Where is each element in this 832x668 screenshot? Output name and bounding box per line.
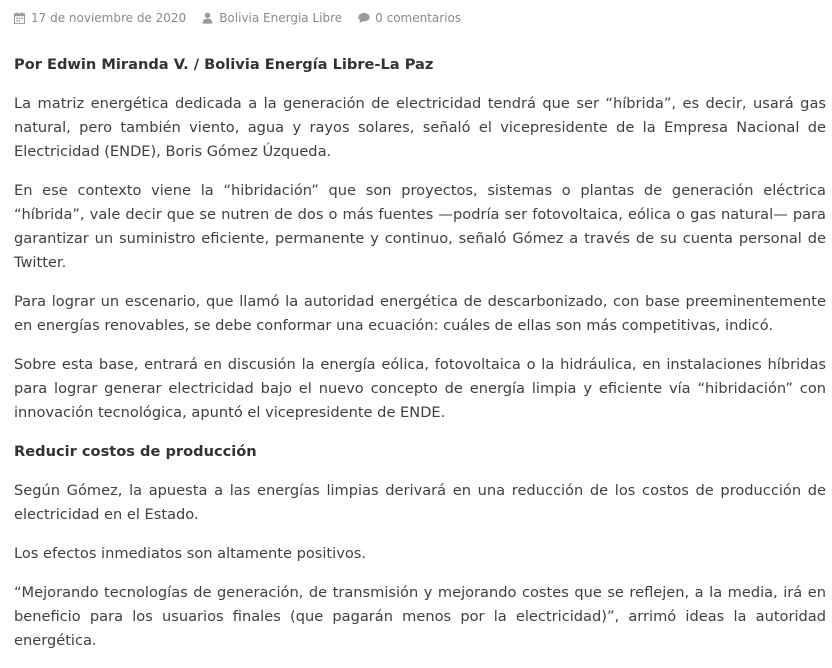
article-paragraph: Según Gómez, la apuesta a las energías limpias derivará en una reducción de los costos de producción de electricidad en el Estado.: [14, 482, 826, 523]
article-paragraph: Los efectos inmediatos son altamente positivos.: [14, 545, 367, 562]
post-comments[interactable]: [358, 11, 461, 25]
post-comments-text: 0 comentarios: [375, 11, 462, 25]
user-icon: [202, 12, 214, 24]
article-byline: Por Edwin Miranda V. / Bolivia Energía Libre-La Paz: [14, 56, 434, 73]
article-paragraph: Para lograr un escenario, que llamó la autoridad energética de descarbonizado, con base preeminentemente en energías renovables, se debe conformar una ecuación: cuáles de ellas son más competitivas, indicó.: [14, 293, 826, 334]
article-paragraph: La matriz energética dedicada a la generación de electricidad tendrá que ser “híbrida”, es decir, usará gas natural, pero también viento, agua y rayos solares, señaló el vicepresidente de la Empresa Nacional de Electricidad (ENDE), Boris Gómez Úzqueda.: [14, 95, 826, 160]
article-subheading: Reducir costos de producción: [14, 443, 257, 460]
post-date-text: 17 de noviembre de 2020: [31, 11, 187, 25]
post-author[interactable]: [202, 11, 342, 25]
article-paragraph: Sobre esta base, entrará en discusión la energía eólica, fotovoltaica o la hidráulica, en instalaciones híbridas para lograr generar electricidad bajo el nuevo concepto de energía limpia y eficiente vía “hibridación” con innovación tecnológica, apuntó el vicepresidente de ENDE.: [14, 356, 826, 421]
calendar-icon: [14, 12, 26, 24]
post-date[interactable]: [14, 11, 186, 25]
article-content: [14, 53, 826, 668]
post-author-text: Bolivia Energia Libre: [219, 11, 343, 25]
article-paragraph: “Mejorando tecnologías de generación, de transmisión y mejorando costes que se reflejen, a la media, irá en beneficio para los usuarios finales (que pagarán menos por la electricidad)”, arrimó ideas la autoridad energética.: [14, 584, 826, 649]
comment-icon: [358, 12, 370, 24]
post-meta: [14, 11, 477, 25]
article-paragraph: En ese contexto viene la “hibridación” que son proyectos, sistemas o plantas de generación eléctrica “híbrida”, vale decir que se nutren de dos o más fuentes —podría ser fotovoltaica, eólica o gas natural— para garantizar un suministro eficiente, permanente y continuo, señaló Gómez a través de su cuenta personal de Twitter.: [14, 182, 826, 271]
